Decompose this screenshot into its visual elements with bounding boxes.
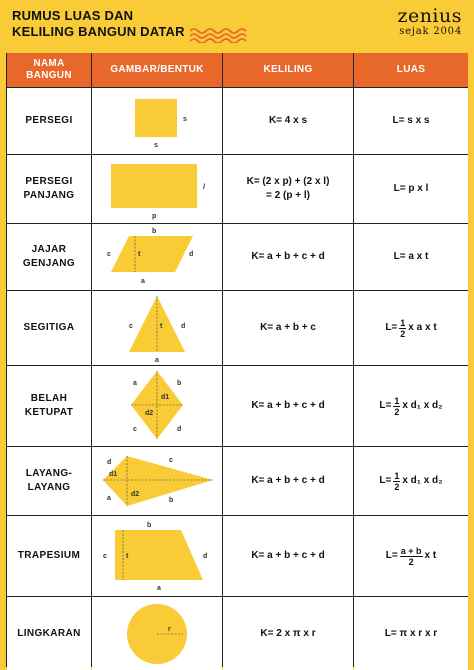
svg-text:a: a (107, 495, 111, 502)
perimeter-formula-segitiga: K= a + b + c (223, 291, 353, 365)
svg-text:c: c (103, 553, 107, 560)
fraction: $\frac{1}{2}$ (394, 395, 400, 417)
svg-text:p: p (152, 213, 157, 220)
area-formula-segitiga: L= $\frac{1}{2}$ x a x t (354, 291, 468, 365)
perimeter-formula-lingkaran: K= 2 x π x r (223, 597, 353, 670)
svg-text:d: d (107, 459, 112, 466)
svg-text:a: a (157, 585, 161, 592)
perimeter-formula-jajar-genjang: K= a + b + c + d (223, 224, 353, 290)
area-formula-layang-layang: L= $\frac{1}{2}$ x d₁ x d₂ (354, 447, 468, 515)
header (0, 0, 474, 50)
column-header-perimeter: KELILING (223, 53, 353, 87)
svg-text:r: r (168, 626, 171, 633)
page-title: RUMUS LUAS DAN KELILING BANGUN DATAR (12, 8, 185, 39)
area-formula-belah-ketupat: L= $\frac{1}{2}$ x d₁ x d₂ (354, 366, 468, 446)
svg-text:t: t (126, 553, 129, 560)
svg-text:b: b (169, 497, 174, 504)
fraction: $\frac{a + b}{2}$ (400, 545, 422, 567)
svg-text:d2: d2 (131, 491, 140, 498)
column-header-shape: GAMBAR/BENTUK (92, 53, 222, 87)
area-formula-trapesium: L= $\frac{a + b}{2}$ x t (354, 516, 468, 596)
column-header-name: NAMA BANGUN (7, 53, 91, 87)
svg-text:t: t (138, 251, 141, 258)
svg-text:a: a (155, 357, 159, 364)
svg-text:a: a (141, 278, 145, 285)
perimeter-formula-persegi-panjang: K= (2 x p) + (2 x l) = 2 (p + l) (223, 155, 353, 223)
svg-text:d: d (181, 323, 186, 330)
svg-text:t: t (160, 323, 163, 330)
shape-drawing-trapezoid (92, 516, 222, 596)
svg-text:b: b (177, 380, 182, 387)
svg-text:b: b (152, 228, 157, 235)
shape-drawing-rhombus (92, 366, 222, 446)
svg-text:d: d (203, 553, 208, 560)
perimeter-formula-trapesium: K= a + b + c + d (223, 516, 353, 596)
svg-text:d: d (189, 251, 194, 258)
svg-text:c: c (107, 251, 111, 258)
svg-text:d: d (177, 426, 182, 433)
perimeter-formula-persegi: K= 4 x s (223, 88, 353, 154)
shape-name-persegi: PERSEGI (7, 88, 91, 154)
formula-table (6, 53, 468, 667)
svg-text:a: a (133, 380, 137, 387)
area-formula-lingkaran: L= π x r x r (354, 597, 468, 670)
brand-logo: zenius sejak 2004 (397, 5, 462, 37)
svg-text:b: b (147, 522, 152, 529)
shape-name-persegi-panjang: PERSEGI PANJANG (7, 155, 91, 223)
shape-drawing-circle (92, 597, 222, 670)
svg-text:d2: d2 (145, 410, 154, 417)
shape-name-layang-layang: LAYANG- LAYANG (7, 447, 91, 515)
area-formula-persegi-panjang: L= p x l (354, 155, 468, 223)
shape-name-segitiga: SEGITIGA (7, 291, 91, 365)
svg-text:l: l (203, 184, 205, 191)
perimeter-formula-belah-ketupat: K= a + b + c + d (223, 366, 353, 446)
shape-drawing-parallelogram (92, 224, 222, 290)
area-formula-jajar-genjang: L= a x t (354, 224, 468, 290)
shape-drawing-square (92, 88, 222, 154)
shape-name-belah-ketupat: BELAH KETUPAT (7, 366, 91, 446)
fraction: $\frac{1}{2}$ (394, 470, 400, 492)
shape-drawing-kite (92, 447, 222, 515)
shape-name-lingkaran: LINGKARAN (7, 597, 91, 670)
svg-text:d1: d1 (109, 471, 118, 478)
svg-text:c: c (129, 323, 133, 330)
fraction: $\frac{1}{2}$ (400, 317, 406, 339)
svg-text:c: c (133, 426, 137, 433)
area-formula-persegi: L= s x s (354, 88, 468, 154)
column-header-area: LUAS (354, 53, 468, 87)
shape-drawing-rectangle (92, 155, 222, 223)
svg-text:s: s (154, 142, 158, 149)
shape-drawing-triangle (92, 291, 222, 365)
perimeter-formula-layang-layang: K= a + b + c + d (223, 447, 353, 515)
shape-name-trapesium: TRAPESIUM (7, 516, 91, 596)
shape-name-jajar-genjang: JAJAR GENJANG (7, 224, 91, 290)
wave-decoration-icon (190, 27, 252, 43)
svg-text:c: c (169, 457, 173, 464)
svg-text:s: s (183, 116, 187, 123)
svg-text:d1: d1 (161, 394, 170, 401)
